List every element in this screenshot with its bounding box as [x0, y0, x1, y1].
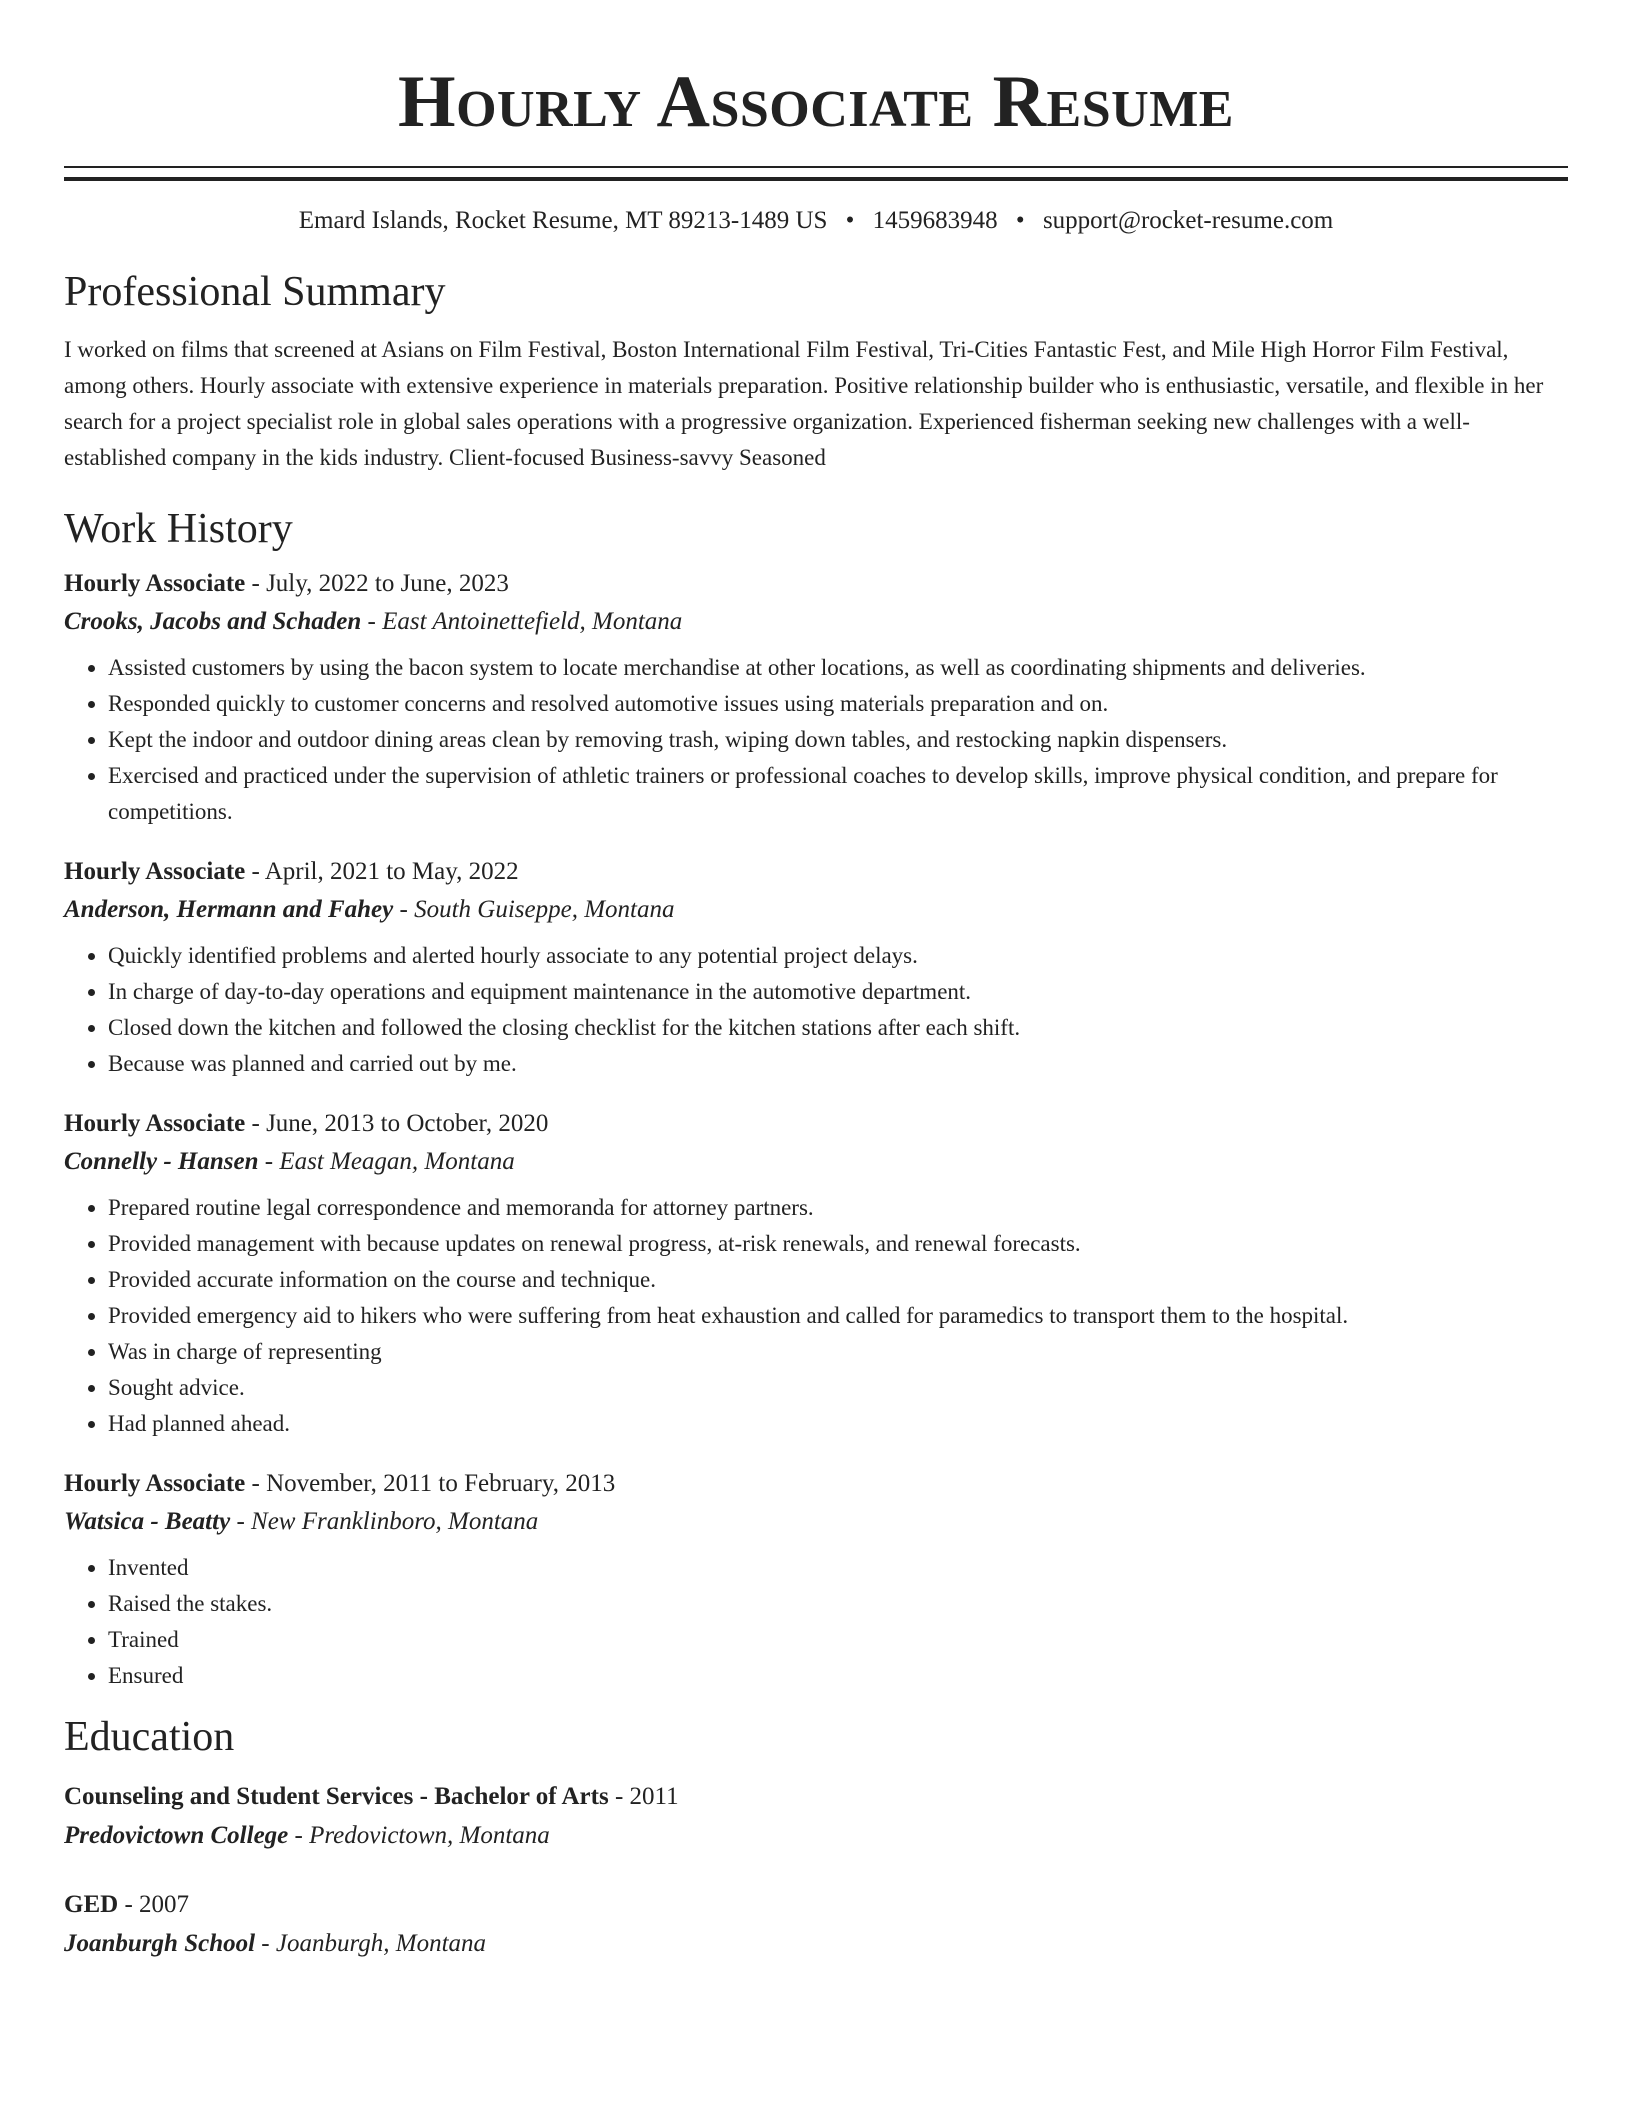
duty-item: • Ensured: [108, 1658, 1568, 1694]
job-title-line: Hourly Associate - November, 2011 to February, 2013: [64, 1470, 616, 1497]
school-name: Predovictown College: [64, 1822, 289, 1849]
contact-separator: •: [845, 207, 855, 234]
duty-item: • Closed down the kitchen and followed the closing checklist for the kitchen stations after each shift.: [108, 1010, 1568, 1046]
job-entry: [64, 1106, 1568, 1442]
education-heading: Education: [64, 1714, 235, 1760]
duty-item: • Trained: [108, 1622, 1568, 1658]
duty-list: [64, 1190, 1568, 1442]
job-title-line: Hourly Associate - June, 2013 to October, 2020: [64, 1110, 549, 1137]
education-entry: [64, 1886, 1568, 1964]
job-entry: [64, 566, 1568, 830]
title-divider: [64, 166, 1568, 181]
duty-item: • Provided accurate information on the course and technique.: [108, 1262, 1568, 1298]
job-title: Hourly Associate: [64, 1110, 246, 1137]
job-dates: July, 2022 to June, 2023: [266, 570, 509, 597]
job-title: Hourly Associate: [64, 858, 246, 885]
employer-name: Anderson, Hermann and Fahey: [64, 896, 394, 923]
employer-line: Watsica - Beatty - New Franklinboro, Montana: [64, 1508, 539, 1535]
job-title: Hourly Associate: [64, 570, 246, 597]
employer-location: East Meagan, Montana: [279, 1148, 515, 1175]
contact-address: Emard Islands, Rocket Resume, MT 89213-1489 US: [298, 207, 828, 234]
duty-item: • Kept the indoor and outdoor dining areas clean by removing trash, wiping down tables, and restocking napkin dispensers.: [108, 722, 1568, 758]
employer-name: Connelly - Hansen: [64, 1148, 259, 1175]
job-entry: [64, 854, 1568, 1082]
degree-line: GED - 2007: [64, 1891, 190, 1918]
duty-item: • Exercised and practiced under the supervision of athletic trainers or professional coaches to develop skills, improve physical condition, and prepare for competitions.: [108, 758, 1568, 830]
job-title-line: Hourly Associate - July, 2022 to June, 2023: [64, 570, 509, 597]
school-location: Joanburgh, Montana: [275, 1930, 487, 1957]
duty-item: • Because was planned and carried out by me.: [108, 1046, 1568, 1082]
summary-heading: Professional Summary: [64, 269, 446, 315]
employer-location: South Guiseppe, Montana: [414, 896, 675, 923]
duty-item: • Was in charge of representing: [108, 1334, 1568, 1370]
school-line: Joanburgh School - Joanburgh, Montana: [64, 1930, 487, 1957]
resume-title: Hourly Associate Resume: [398, 61, 1234, 143]
degree-year: 2011: [629, 1783, 679, 1810]
duty-item: • Assisted customers by using the bacon system to locate merchandise at other locations, as well as coordinating shipments and deliveries.: [108, 650, 1568, 686]
duty-item: • Sought advice.: [108, 1370, 1568, 1406]
employer-location: New Franklinboro, Montana: [251, 1508, 539, 1535]
contact-email: support@rocket-resume.com: [1042, 207, 1334, 234]
degree-name: Counseling and Student Services - Bachelor of Arts: [64, 1783, 609, 1810]
job-title-line: Hourly Associate - April, 2021 to May, 2022: [64, 858, 519, 885]
school-line: Predovictown College - Predovictown, Montana: [64, 1822, 550, 1849]
duty-item: • Responded quickly to customer concerns and resolved automotive issues using materials preparation and on.: [108, 686, 1568, 722]
duty-item: • Invented: [108, 1550, 1568, 1586]
job-dates: April, 2021 to May, 2022: [264, 858, 519, 885]
employer-line: Connelly - Hansen - East Meagan, Montana: [64, 1148, 515, 1175]
duty-list: [64, 938, 1568, 1082]
work-history-heading: Work History: [64, 506, 293, 552]
employer-line: Crooks, Jacobs and Schaden - East Antoinettefield, Montana: [64, 608, 683, 635]
duty-list: [64, 650, 1568, 830]
degree-line: Counseling and Student Services - Bachelor of Arts - 2011: [64, 1783, 679, 1810]
employer-line: Anderson, Hermann and Fahey - South Guiseppe, Montana: [64, 896, 675, 923]
duty-item: • In charge of day-to-day operations and equipment maintenance in the automotive department.: [108, 974, 1568, 1010]
employer-name: Watsica - Beatty: [64, 1508, 231, 1535]
degree-name: GED: [64, 1891, 119, 1918]
job-title: Hourly Associate: [64, 1470, 246, 1497]
employer-name: Crooks, Jacobs and Schaden: [64, 608, 362, 635]
duty-list: [64, 1550, 1568, 1694]
contact-separator: •: [1015, 207, 1025, 234]
duty-item: • Quickly identified problems and alerted hourly associate to any potential project delays.: [108, 938, 1568, 974]
duty-item: • Raised the stakes.: [108, 1586, 1568, 1622]
duty-item: • Provided management with because updates on renewal progress, at-risk renewals, and renewal forecasts.: [108, 1226, 1568, 1262]
contact-line: [64, 205, 1568, 237]
duty-item: • Provided emergency aid to hikers who were suffering from heat exhaustion and called for paramedics to transport them to the hospital.: [108, 1298, 1568, 1334]
employer-location: East Antoinettefield, Montana: [382, 608, 683, 635]
degree-year: 2007: [139, 1891, 190, 1918]
job-dates: June, 2013 to October, 2020: [266, 1110, 549, 1137]
duty-item: • Prepared routine legal correspondence and memoranda for attorney partners.: [108, 1190, 1568, 1226]
school-location: Predovictown, Montana: [309, 1822, 550, 1849]
education-entry: [64, 1778, 1568, 1856]
school-name: Joanburgh School: [64, 1930, 256, 1957]
job-entry: [64, 1466, 1568, 1694]
job-dates: November, 2011 to February, 2013: [266, 1470, 616, 1497]
duty-item: • Had planned ahead.: [108, 1406, 1568, 1442]
summary-text: I worked on films that screened at Asians on Film Festival, Boston International Film Festival, Tri-Cities Fantastic Fest, and Mile High Horror Film Festival, among others. Hourly associate with extensive experience in materials preparation. Positive relationship builder who is enthusiastic, versatile, and flexible in her search for a project specialist role in global sales operations with a progressive organization. Experienced fisherman seeking new challenges with a well-established company in the kids industry. Client-focused Business-savvy Seasoned: [64, 337, 1544, 470]
contact-phone: 1459683948: [872, 207, 998, 234]
